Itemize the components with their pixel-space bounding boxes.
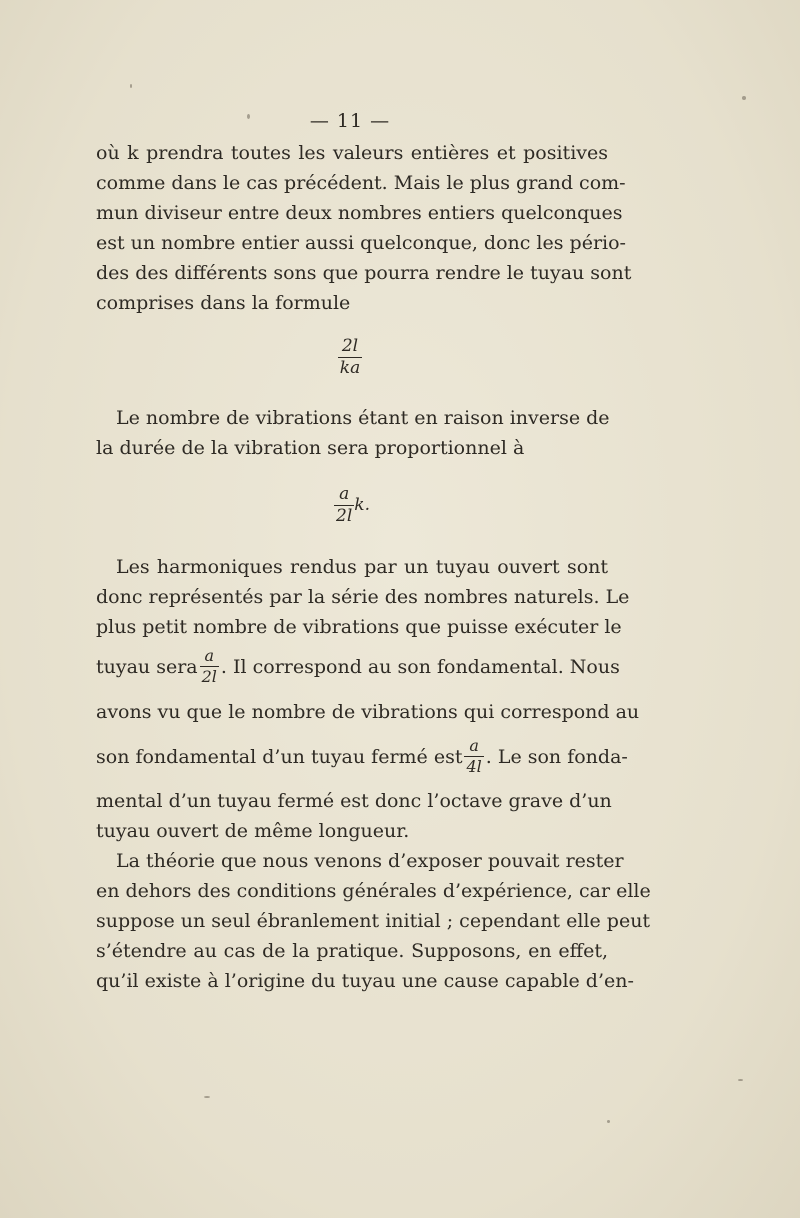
formula-suffix: k.	[354, 495, 370, 515]
text-line: comprises dans la formule	[96, 292, 351, 314]
inline-fraction	[464, 735, 483, 776]
text-line: plus petit nombre de vibrations que puisse exécuter le	[96, 616, 622, 638]
text-line: est un nombre entier aussi quelconque, donc les pério-	[96, 232, 626, 254]
text-line: avons vu que le nombre de vibrations qui correspond au	[96, 701, 640, 723]
text-segment: . Le son fonda-	[485, 746, 628, 768]
fraction-numerator: a	[334, 486, 354, 506]
page-number: — 11 —	[309, 110, 391, 132]
formula-frequency	[322, 486, 382, 525]
text-line: donc représentés par la série des nombres naturels. Le	[96, 586, 630, 608]
paragraph-1	[96, 138, 632, 318]
fraction-denominator: 2l	[336, 506, 353, 526]
paragraph-3c	[96, 786, 612, 846]
paper-speck	[204, 1096, 210, 1098]
text-line: où k prendra toutes les valeurs entières et positives	[96, 142, 608, 164]
paper-speck	[607, 1120, 610, 1123]
fraction-denominator: ka	[339, 358, 361, 378]
text-line: mental d’un tuyau fermé est donc l’octave grave d’un	[96, 790, 612, 812]
fraction-numerator: a	[200, 648, 219, 667]
fraction-denominator: 2l	[201, 666, 217, 686]
paper-speck	[738, 1079, 743, 1081]
paragraph-4	[96, 846, 651, 996]
text-line: des des différents sons que pourra rendre le tuyau sont	[96, 262, 632, 284]
paper-speck	[742, 96, 746, 100]
fraction-numerator: a	[464, 738, 483, 757]
text-line: suppose un seul ébranlement initial ; cependant elle peut	[96, 910, 651, 932]
fraction-denominator: 4l	[466, 756, 482, 776]
text-segment: son fondamental d’un tuyau fermé est	[96, 746, 463, 768]
formula-period	[330, 338, 370, 377]
paragraph-3	[96, 552, 630, 642]
text-line: comme dans le cas précédent. Mais le plus grand com-	[96, 172, 626, 194]
inline-fraction	[200, 645, 219, 686]
fraction	[334, 486, 354, 525]
paper-speck	[130, 84, 132, 88]
text-line: qu’il existe à l’origine du tuyau une cause capable d’en-	[96, 970, 634, 992]
text-line: la durée de la vibration sera proportionnel à	[96, 437, 525, 459]
text-line: s’étendre au cas de la pratique. Supposons, en effet,	[96, 940, 608, 962]
text-line: Les harmoniques rendus par un tuyau ouvert sont	[116, 556, 608, 578]
text-line-with-fraction	[96, 645, 620, 689]
text-line-with-fraction	[96, 735, 628, 779]
fraction-numerator: 2l	[338, 338, 362, 358]
paragraph-2	[96, 403, 608, 463]
fraction	[338, 338, 362, 377]
text-segment: tuyau sera	[96, 656, 198, 678]
paragraph-3b	[96, 697, 640, 727]
text-line: Le nombre de vibrations étant en raison inverse de	[116, 407, 610, 429]
text-segment: . Il correspond au son fondamental. Nous	[220, 656, 620, 678]
paper-speck	[247, 114, 250, 119]
text-line: tuyau ouvert de même longueur.	[96, 820, 410, 842]
text-line: La théorie que nous venons d’exposer pouvait rester	[116, 850, 624, 872]
text-line: mun diviseur entre deux nombres entiers quelconques	[96, 202, 623, 224]
text-line: en dehors des conditions générales d’expérience, car elle	[96, 880, 651, 902]
